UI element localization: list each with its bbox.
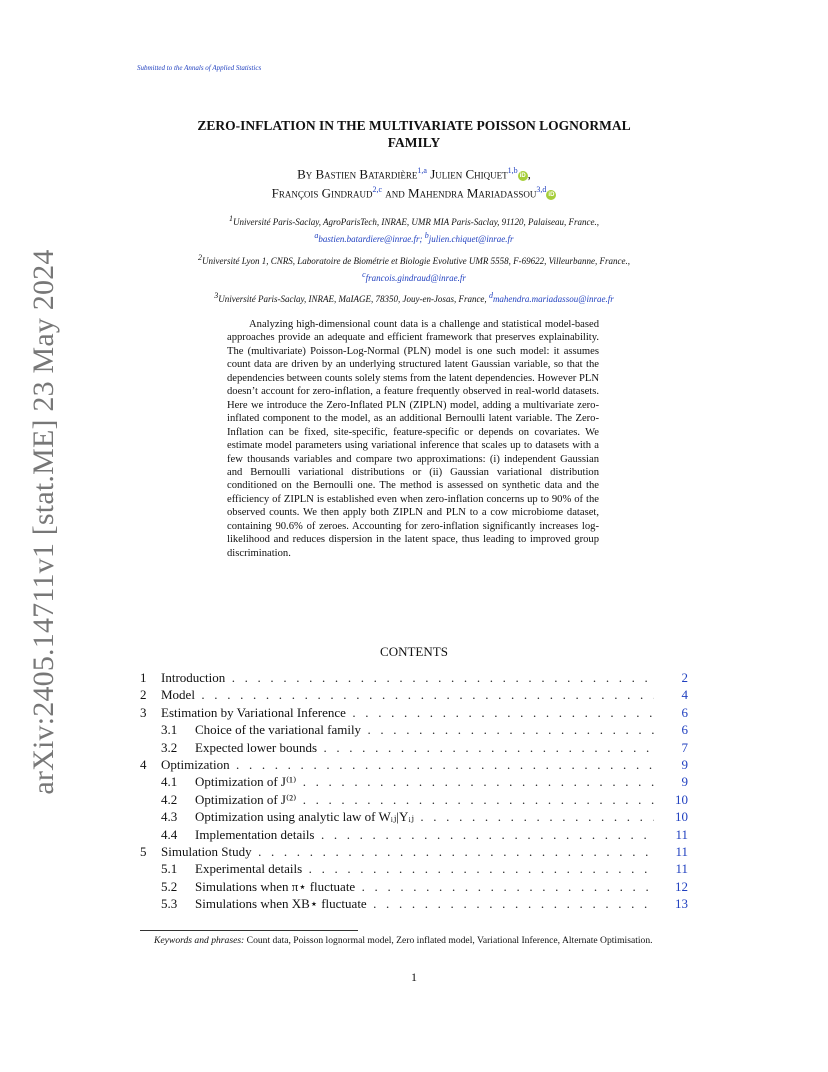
author-name: François Gindraud	[271, 185, 373, 201]
toc-entry[interactable]	[140, 895, 688, 912]
author-affil-sup[interactable]: 2,c	[372, 185, 383, 194]
toc-number: 4.3	[161, 809, 178, 825]
toc-number: 5.3	[161, 896, 178, 912]
mail-sup: a	[314, 231, 319, 240]
author-name: Bastien Batardière	[315, 166, 418, 182]
toc-title[interactable]: Optimization of J⁽¹⁾ . . .	[195, 773, 654, 790]
toc-number: 4.4	[161, 826, 178, 842]
author-affil-sup[interactable]: 3,d	[536, 185, 547, 194]
toc-page-link[interactable]: 13	[675, 896, 688, 912]
toc-number: 5	[140, 843, 147, 859]
toc-page-link[interactable]: 11	[675, 843, 688, 859]
toc-page-link[interactable]: 2	[681, 670, 688, 685]
contents-heading: CONTENTS	[380, 644, 448, 659]
toc-title[interactable]: Optimization using analytic law of Wᵢⱼ|Yᵢⱼ . . .	[195, 808, 654, 825]
abstract-text: Analyzing high-dimensional count data is a challenge and statistical model-based approaches provide an adequate and efficient framework that preserves explainability. The (multivariate) Poisson-Log-Normal (PLN) model is one such model: it assumes count data are driven by an underlying structured latent Gaussian variable, so that the dependencies between counts solely stems from the latent dependencies. However PLN doesn’t account for zero-inflation, a feature frequently observed in real-world datasets. Here we introduce the Zero-Inflated PLN (ZIPLN) model, adding a multivariate zero-inflated component to the model, as an additional Bernoulli latent variable. The Zero-Inflation can be fixed, site-specific, feature-specific or depends on covariates. We estimate model parameters using variational inference that scales up to datasets with a few thousands variables and compare two approximations: (i) independent Gaussian and Bernoulli variational distributions or (ii) Gaussian variational distribution conditioned on the Bernoulli one. The method is assessed on synthetic data and the efficiency of ZIPLN is established even when zero-inflation concerns up to 90% of the observed counts. We then apply both ZIPLN and PLN to a cow microbiome dataset, containing 90.6% of zeroes. Accounting for zero-inflation significantly increases log-likelihood and reduces dispersion in the latent space, thus leading to improved group discrimination.	[227, 319, 599, 559]
and-label: and	[385, 185, 405, 201]
toc-page-link[interactable]: 6	[681, 704, 688, 720]
authors-line-1: By Bastien Batardière$^{1,a}$ Julien Chiquet$^{1,b}$iD ,	[297, 166, 531, 182]
keywords-footnote	[140, 934, 688, 948]
toc-title[interactable]: Optimization . . .	[161, 756, 654, 773]
toc-title[interactable]: Estimation by Variational Inference . . .	[161, 704, 654, 721]
toc-page-link[interactable]: 11	[675, 826, 688, 842]
affil-text: Université Paris-Saclay, AgroParisTech, INRAE, UMR MIA Paris-Saclay, 91120, Palaiseau, France.,	[232, 217, 600, 227]
orcid-icon[interactable]: iD	[519, 173, 526, 180]
toc-entry[interactable]	[140, 826, 688, 843]
toc-entry[interactable]	[140, 721, 688, 738]
email-link[interactable]: francois.gindraud@inrae.fr	[365, 273, 466, 283]
table-of-contents	[140, 669, 688, 912]
authors-line-2	[140, 185, 688, 201]
toc-entry[interactable]	[140, 808, 688, 825]
affil-text: Université Lyon 1, CNRS, Laboratoire de Biométrie et Biologie Evolutive UMR 5558, F-69622, Villeurbanne, France.,	[202, 256, 630, 266]
toc-title[interactable]: Introduction . . .	[161, 669, 654, 686]
email-link[interactable]: julien.chiquet@inrae.fr	[428, 234, 514, 244]
toc-title[interactable]: Choice of the variational family . . .	[195, 721, 654, 738]
keywords-text: Count data, Poisson lognormal model, Zero inflated model, Variational Inference, Alternate Optimisation.	[246, 935, 653, 946]
footnote-rule	[140, 930, 358, 931]
affiliation-3	[140, 289, 688, 306]
toc-entry[interactable]	[140, 791, 688, 808]
toc-page-link[interactable]: 9	[681, 756, 688, 772]
toc-number: 2	[140, 687, 147, 703]
toc-entry[interactable]	[140, 773, 688, 790]
toc-page-link[interactable]: 4	[681, 687, 688, 703]
toc-page-link[interactable]: 11	[675, 861, 688, 877]
toc-number: 3.2	[161, 739, 178, 755]
toc-entry[interactable]	[140, 739, 688, 756]
toc-page-link[interactable]: 12	[675, 878, 688, 894]
toc-entry[interactable]	[140, 686, 688, 703]
email-link[interactable]: bastien.batardiere@inrae.fr;	[318, 234, 423, 244]
page-number: 1	[411, 970, 417, 984]
mail-sup: c	[362, 270, 366, 279]
by-label: By	[297, 166, 313, 182]
author-affil-sup[interactable]: 1,a	[417, 166, 427, 175]
toc-entry[interactable]	[140, 669, 688, 686]
toc-page-link[interactable]: 6	[681, 722, 688, 738]
toc-number: 4.2	[161, 791, 178, 807]
toc-number: 4.1	[161, 774, 178, 790]
toc-entry[interactable]	[140, 756, 688, 773]
toc-title[interactable]: Expected lower bounds . . .	[195, 739, 654, 756]
toc-page-link[interactable]: 9	[681, 774, 688, 790]
toc-title[interactable]: Simulations when π⋆ fluctuate . . .	[195, 878, 654, 895]
author-affil-sup[interactable]: 1,b	[507, 166, 518, 175]
toc-entry[interactable]	[140, 704, 688, 721]
toc-title[interactable]: Simulations when XB⋆ fluctuate . . .	[195, 895, 654, 912]
affil-sup: 3	[214, 291, 219, 300]
toc-number: 3	[140, 704, 147, 720]
toc-entry[interactable]	[140, 878, 688, 895]
toc-title[interactable]: Implementation details . . .	[195, 826, 654, 843]
toc-title[interactable]: Model . . .	[161, 686, 654, 703]
toc-number: 1	[140, 670, 147, 685]
toc-number: 4	[140, 756, 147, 772]
abstract	[227, 318, 599, 560]
title-line-2: FAMILY	[387, 135, 441, 150]
author-name: Mahendra Mariadassou	[408, 185, 537, 201]
affil-sup: 2	[198, 253, 203, 262]
journal-header-note[interactable]: Submitted to the Annals of Applied Statistics	[137, 64, 262, 72]
arxiv-sidenote	[14, 249, 74, 795]
toc-number: 3.1	[161, 722, 178, 738]
orcid-icon[interactable]: iD	[548, 192, 555, 199]
toc-entry[interactable]	[140, 843, 688, 860]
affiliation-2	[140, 251, 688, 285]
toc-title[interactable]: Optimization of J⁽²⁾ . . .	[195, 791, 654, 808]
toc-number: 5.1	[161, 861, 178, 877]
toc-page-link[interactable]: 10	[675, 791, 688, 807]
toc-title[interactable]: Simulation Study . . .	[161, 843, 654, 860]
mail-sup: d	[488, 291, 493, 300]
mail-sup: b	[424, 231, 429, 240]
toc-number: 5.2	[161, 878, 178, 894]
arxiv-identifier: arXiv:2405.14711v1 [stat.ME] 23 May 2024	[27, 249, 60, 795]
affil-text: Université Paris-Saclay, INRAE, MaIAGE, 78350, Jouy-en-Josas, France,	[218, 294, 487, 304]
toc-page-link[interactable]: 7	[681, 739, 688, 755]
email-link[interactable]: mahendra.mariadassou@inrae.fr	[492, 294, 614, 304]
title-line-1: ZERO-INFLATION IN THE MULTIVARIATE POISSON LOGNORMAL	[197, 118, 631, 133]
affiliation-1	[140, 212, 688, 246]
toc-title[interactable]: Experimental details . . .	[195, 860, 654, 877]
paper-title	[140, 117, 688, 151]
keywords-label: Keywords and phrases:	[154, 935, 245, 946]
affil-sup: 1	[228, 214, 233, 223]
author-name: Julien Chiquet	[430, 166, 508, 182]
toc-page-link[interactable]: 10	[675, 809, 688, 825]
toc-entry[interactable]	[140, 860, 688, 877]
